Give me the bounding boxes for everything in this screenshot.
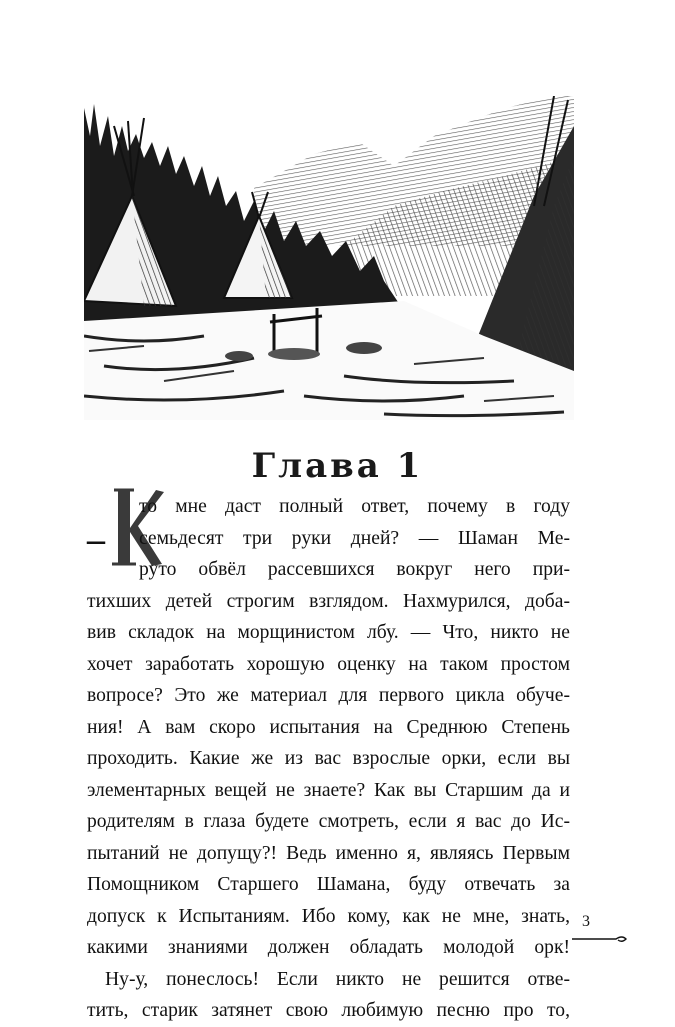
text-line: хочет заработать хорошую оценку на таком простом [87,653,570,675]
body-text [87,491,570,1027]
text-line: проходить. Какие же из вас взрослые орки, если вы [87,748,570,769]
text-line: допуск к Испытаниям. Ибо кому, как не мне, знать, [87,905,570,927]
text-line: Ну-у, понеслось! Если никто не решится отве- [105,968,570,990]
page-number: 3 [582,913,590,930]
chapter-illustration [84,96,574,420]
text-line: родителям в глаза будете смотреть, если я вас до Ис- [87,811,570,832]
text-line: тихших детей строгим взглядом. Нахмурился, доба- [87,590,570,612]
text-line: ния! А вам скоро испытания на Среднюю Степень [87,716,570,738]
text-line: вопросе? Это же материал для первого цикла обуче- [87,685,570,706]
text-line: то мне даст полный ответ, почему в году [139,496,570,517]
text-line: вив складок на морщинистом лбу. — Что, никто не [87,622,570,643]
text-line: Помощником Старшего Шамана, буду отвечать за [87,874,570,895]
drop-cap-dash: – [87,519,105,559]
text-line: элементарных вещей не знаете? Как вы Старшим да и [87,779,570,801]
text-line: пытаний не допущу?! Ведь именно я, являясь Первым [87,842,570,864]
text-line: семьдесят три руки дней? — Шаман Ме- [139,527,570,549]
camp-scene-image [84,96,574,420]
text-line: какими знаниями должен обладать молодой орк! [87,937,570,958]
text-line: руто обвёл рассевшихся вокруг него при- [139,559,570,580]
text-line: тить, старик затянет свою любимую песню про то, [87,1000,570,1021]
page-number-ornament [572,932,628,946]
chapter-title: Глава 1 [251,446,424,486]
